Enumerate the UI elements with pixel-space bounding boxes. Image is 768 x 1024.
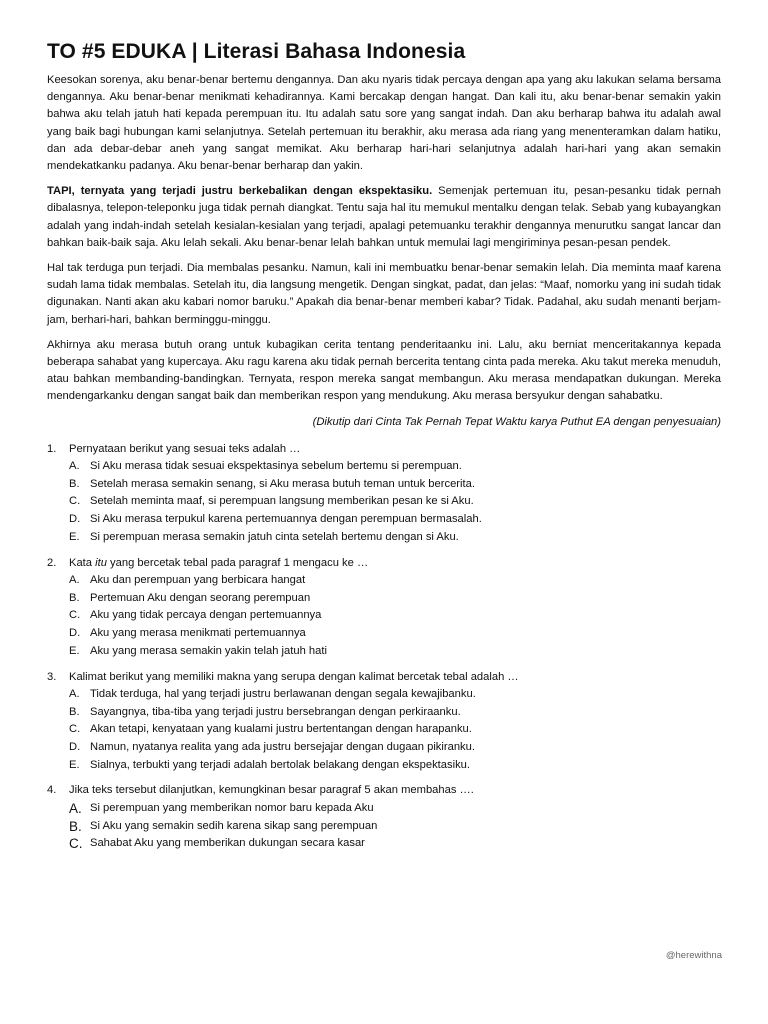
option-text: Setelah meminta maaf, si perempuan langsung memberikan pesan ke si Aku. <box>90 495 474 508</box>
paragraph-2-text: Semenjak pertemuan itu, pesan-pesanku tidak pernah dibalasnya, telepon-teleponku juga tidak pernah diangkat. Tentu saja hal itu memukul mentalku dengan telak. Sebab yang kubayangkan adalah yang indah-indah setelah kesialan-kesialan yang terjadi, apalagi petemuanku terakhir dengannya menurutku sangat lancar dan bahkan baik-baik saja. Aku lelah sekali. Aku benar-benar lelah bahkan untuk memulai lagi mengiriminya pesan-pesan pendek. <box>47 185 722 249</box>
option-letter: C. <box>69 609 81 622</box>
question-text-italic: itu <box>95 556 107 569</box>
question-number: 2. <box>47 556 57 569</box>
option-item <box>69 625 721 643</box>
source-citation: (Dikutip dari Cinta Tak Pernah Tepat Waktu karya Puthut EA dengan penyesuaian) <box>312 415 721 428</box>
option-text: Aku yang tidak percaya dengan pertemuannya <box>90 609 322 622</box>
option-list <box>47 686 721 775</box>
question-text <box>69 555 721 572</box>
option-item <box>69 818 721 836</box>
option-letter: E. <box>69 644 80 657</box>
option-text: Aku dan perempuan yang berbicara hangat <box>90 573 306 586</box>
option-item <box>69 511 721 529</box>
option-item <box>69 529 721 547</box>
watermark-handle: @herewithna <box>665 950 722 961</box>
question-text-main: Jika teks tersebut dilanjutkan, kemungkinan besar paragraf 5 akan membahas …. <box>69 784 474 797</box>
option-text: Aku yang merasa menikmati pertemuannya <box>90 627 306 640</box>
option-item <box>69 572 721 590</box>
question-text <box>69 669 721 686</box>
question-3 <box>47 669 721 775</box>
option-item <box>69 835 721 853</box>
option-text: Si perempuan merasa semakin jatuh cinta setelah bertemu dengan si Aku. <box>90 530 459 543</box>
option-letter: B. <box>69 705 80 718</box>
option-text: Tidak terduga, hal yang terjadi justru berlawanan dengan segala kewajibanku. <box>90 687 476 700</box>
question-stem <box>47 441 721 458</box>
question-text-main: Kalimat berikut yang memiliki makna yang serupa dengan kalimat bercetak tebal adalah … <box>69 670 519 683</box>
option-text: Si Aku merasa terpukul karena pertemuannya dengan perempuan bermasalah. <box>90 513 482 526</box>
option-letter: D. <box>69 627 81 640</box>
option-item <box>69 607 721 625</box>
option-text: Si perempuan yang memberikan nomor baru kepada Aku <box>90 801 374 814</box>
question-4 <box>47 782 721 853</box>
question-text-main: Pernyataan berikut yang sesuai teks adalah … <box>69 442 301 455</box>
question-1 <box>47 441 721 547</box>
option-text: Sialnya, terbukti yang terjadi adalah bertolak belakang dengan ekspektasiku. <box>90 758 471 771</box>
option-list <box>47 458 721 547</box>
question-number: 1. <box>47 442 57 455</box>
question-number: 3. <box>47 670 57 683</box>
option-item <box>69 757 721 775</box>
option-item <box>69 476 721 494</box>
option-item <box>69 493 721 511</box>
question-stem <box>47 669 721 686</box>
option-text: Aku yang merasa semakin yakin telah jatuh hati <box>90 644 327 657</box>
option-letter: A. <box>69 800 82 816</box>
option-text: Si Aku yang semakin sedih karena sikap sang perempuan <box>90 819 378 832</box>
question-text <box>69 782 721 799</box>
option-item <box>69 739 721 757</box>
question-number: 4. <box>47 784 57 797</box>
option-text: Namun, nyatanya realita yang ada justru bersejajar dengan dugaan pikiranku. <box>90 741 475 754</box>
option-letter: A. <box>69 573 80 586</box>
option-letter: A. <box>69 687 80 700</box>
option-letter: D. <box>69 513 81 526</box>
option-letter: C. <box>69 723 81 736</box>
option-item <box>69 686 721 704</box>
option-letter: E. <box>69 530 80 543</box>
option-item <box>69 704 721 722</box>
option-letter: D. <box>69 741 81 754</box>
question-stem <box>47 782 721 799</box>
option-list <box>47 800 721 853</box>
paragraph-3: Hal tak terduga pun terjadi. Dia membalas pesanku. Namun, kali ini membuatku benar-benar semakin lelah. Dia meminta maaf karena sudah lama tidak membalas. Setelah itu, dia langsung mengetik. Dengan singkat, padat, dan jelas: “Maaf, nomorku yang ini sudah tidak digunakan. Nanti akan aku kabari nomor baruku.” Apakah dia benar-benar memberi kabar? Tidak. Padahal, aku sudah menanti berjam-jam, berhari-hari, bahkan berminggu-minggu. <box>47 262 721 326</box>
question-text <box>69 441 721 458</box>
option-text: Pertemuan Aku dengan seorang perempuan <box>90 591 311 604</box>
paragraph-1: Keesokan sorenya, aku benar-benar bertemu dengannya. Dan aku nyaris tidak percaya dengan apa yang aku lakukan selama bersama dengannya. Aku benar-benar menikmati kehadirannya. Kami bercakap dengan hangat. Dan kali itu, aku benar-benar semakin yakin bahwa aku telah jatuh hati kepada perempuan itu. Itu adalah satu sore yang sangat indah. Dan aku berharap bahwa itu adalah awal yang baik bagi hubungan kami selanjutnya. Setelah pertemuan itu berakhir, aku merasa ada riang yang menenteramkan dalam hatiku, dan ada debar-debar aneh yang sangat memikat. Aku berharap hari-hari selanjutnya adalah hari-hari yang akan semakin mendekatkanku padanya. Aku benar-benar berharap dan yakin. <box>47 74 721 173</box>
document-page <box>47 40 721 861</box>
option-item <box>69 458 721 476</box>
option-letter: B. <box>69 477 80 490</box>
page-title: TO #5 EDUKA | Literasi Bahasa Indonesia <box>47 40 466 63</box>
question-stem <box>47 555 721 572</box>
option-text: Si Aku merasa tidak sesuai ekspektasinya sebelum bertemu si perempuan. <box>90 460 462 473</box>
option-text: Akan tetapi, kenyataan yang kualami justru bertentangan dengan harapanku. <box>90 723 472 736</box>
bold-sentence: TAPI, ternyata yang terjadi justru berkebalikan dengan ekspektasiku. <box>47 185 433 198</box>
paragraph-4: Akhirnya aku merasa butuh orang untuk kubagikan cerita tentang penderitaanku ini. Lalu, aku berniat menceritakannya kepada beberapa sahabat yang kupercaya. Aku ragu karena aku tidak pernah bercerita tentang cinta pada mereka. Aku takut mereka menuduh, atau bahkan membanding-bandingkan. Ternyata, respon mereka sangat membangun. Aku merasa mendapatkan dukungan. Mereka mendengarkanku dengan sangat baik dan memberikan respon yang mendukung. Aku merasa bersyukur dengan sahabatku. <box>47 338 721 403</box>
option-letter: B. <box>69 818 82 834</box>
question-2 <box>47 555 721 661</box>
option-text: Sayangnya, tiba-tiba yang terjadi justru bersebrangan dengan perkiraanku. <box>90 705 461 718</box>
question-text-rest: yang bercetak tebal pada paragraf 1 mengacu ke … <box>106 556 369 569</box>
option-letter: E. <box>69 758 80 771</box>
option-text: Setelah merasa semakin senang, si Aku merasa butuh teman untuk bercerita. <box>90 477 475 490</box>
question-list <box>47 441 721 853</box>
option-item <box>69 721 721 739</box>
option-list <box>47 572 721 661</box>
question-text-main: Kata <box>69 556 96 569</box>
option-letter: C. <box>69 495 81 508</box>
option-item <box>69 800 721 818</box>
paragraph-2 <box>47 183 721 252</box>
option-letter: C. <box>69 836 83 852</box>
option-text: Sahabat Aku yang memberikan dukungan secara kasar <box>90 837 365 850</box>
option-letter: B. <box>69 591 80 604</box>
option-letter: A. <box>69 460 80 473</box>
option-item <box>69 643 721 661</box>
option-item <box>69 590 721 608</box>
